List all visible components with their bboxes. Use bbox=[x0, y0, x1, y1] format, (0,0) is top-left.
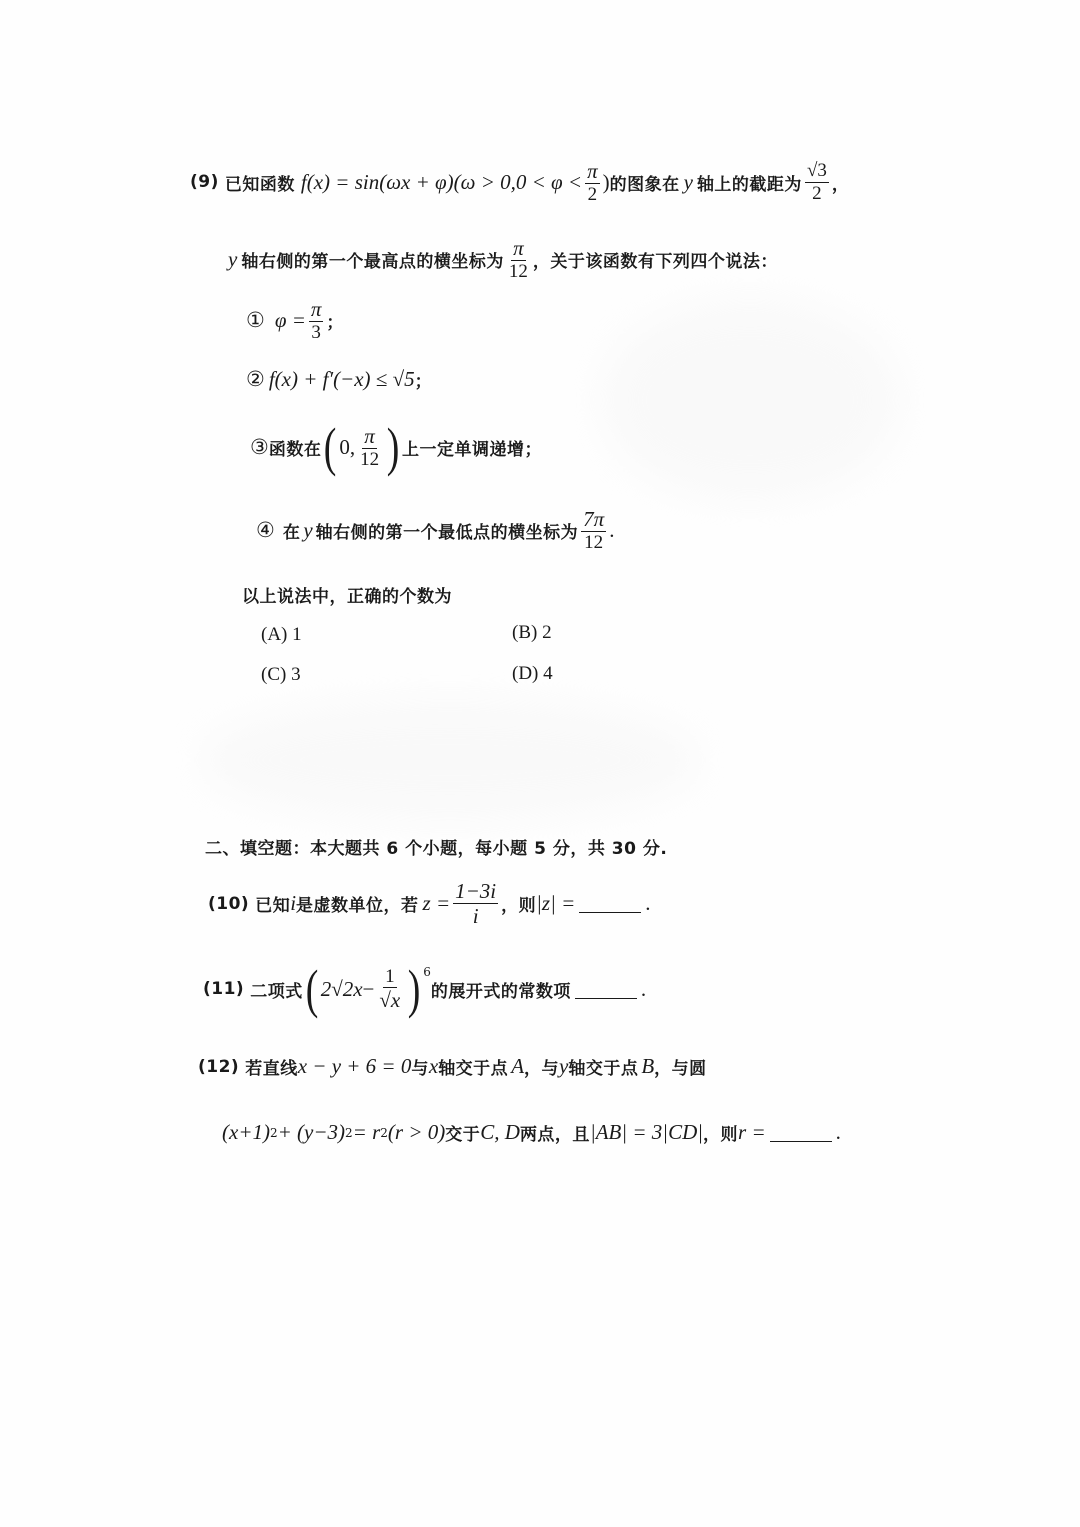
q12-line1: (12) 若直线 x − y + 6 = 0 与 x 轴交于点 A ，与 y 轴交于点 B ，与圆 bbox=[198, 1054, 707, 1079]
scan-noise bbox=[200, 700, 700, 820]
scan-noise bbox=[600, 300, 900, 500]
q11: (11) 二项式 ( 2√2x − $\frac{1}{√x}$ ) 6 的展开式的常数项 . bbox=[203, 959, 647, 1019]
answer-blank[interactable] bbox=[770, 1123, 832, 1142]
q9-peak: $\frac{\pi}{12}$ bbox=[508, 236, 528, 283]
q9-number: (9) bbox=[190, 172, 219, 193]
section-heading: 二、填空题：本大题共 6 个小题，每小题 5 分，共 30 分. bbox=[205, 839, 668, 859]
answer-blank[interactable] bbox=[575, 980, 637, 999]
q9-question: 以上说法中，正确的个数为 bbox=[242, 587, 452, 607]
q9-phi-bound: $\frac{\pi}{2}$ bbox=[587, 159, 598, 206]
q12-line2: (x+1) 2 + (y−3) 2 = r 2 (r > 0) 交于 C, D 两点，且 |AB| = 3|CD| ，则 r = . bbox=[222, 1120, 841, 1145]
q9-line2: y 轴右侧的第一个最高点的横坐标为 $\frac{\pi}{12}$ ，关于该函数有下列四个说法： bbox=[228, 236, 778, 283]
q9-statement-4: ④ 在 y 轴右侧的第一个最低点的横坐标为 $\frac{7\pi}{12}$ . bbox=[256, 507, 615, 554]
q9-statement-1: ① φ = $\frac{\pi}{3}$ ； bbox=[246, 297, 344, 344]
q9-statement-3: ③ 函数在 ( 0, $\frac{\pi}{12}$ ) 上一定单调递增； bbox=[250, 417, 543, 477]
q9-intercept: $\frac{√3}{2}$ bbox=[806, 160, 827, 204]
choice-d[interactable]: (D) 4 bbox=[512, 663, 553, 684]
choice-b[interactable]: (B) 2 bbox=[512, 622, 552, 643]
choice-a[interactable]: (A) 1 bbox=[261, 624, 302, 645]
choice-c[interactable]: (C) 3 bbox=[261, 664, 301, 685]
q9-function: f(x) = sin(ωx + φ)(ω > 0,0 < φ < bbox=[300, 169, 583, 194]
answer-blank[interactable] bbox=[579, 894, 641, 913]
q10: (10) 已知 i 是虚数单位，若 z = $\frac{1-3i}{i}$ ，则 |z| = . bbox=[208, 879, 651, 929]
q9-statement-2: ② f(x) + f′(−x) ≤ √5 ； bbox=[246, 367, 433, 392]
q9-intro: 已知函数 bbox=[224, 174, 295, 195]
q9-line1: (9) 已知函数 f(x) = sin(ωx + φ)(ω > 0,0 < φ < $\frac{\pi}{2}$ ) 的图象在 y 轴上的截距为 $\frac{√3}{2}$ ， bbox=[190, 159, 850, 206]
